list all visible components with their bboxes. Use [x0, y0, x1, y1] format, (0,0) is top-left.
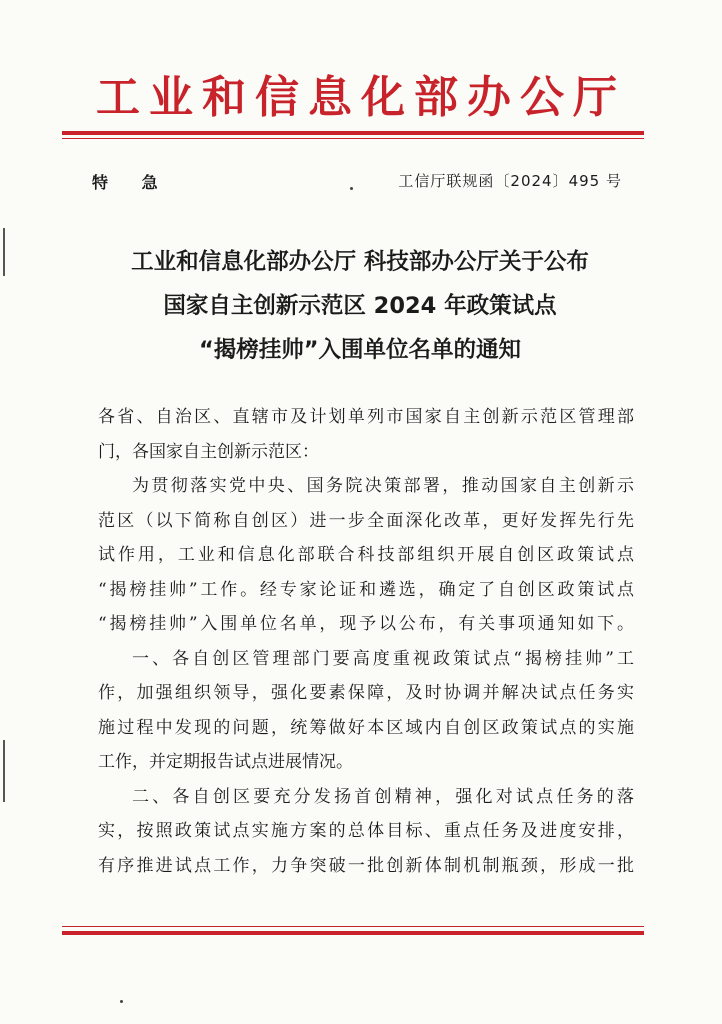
scan-edge-mark — [3, 228, 5, 276]
footer-rule-thin — [62, 926, 644, 927]
paragraph-line: 范区（以下简称自创区）进一步全面深化改革，更好发挥先行先 — [98, 510, 634, 531]
scan-speck — [350, 187, 353, 190]
paragraph-line: 为贯彻落实党中央、国务院决策部署，推动国家自主创新示 — [132, 476, 634, 496]
paragraph-line: 有序推进试点工作，力争突破一批创新体制机制瓶颈，形成一批 — [98, 855, 634, 876]
document-body — [98, 400, 634, 883]
footer-rule-thick — [62, 931, 644, 935]
scan-edge-mark — [3, 740, 5, 802]
paragraph-line: “揭榜挂帅”工作。经专家论证和遴选，确定了自创区政策试点 — [98, 579, 634, 600]
title-line: 国家自主创新示范区 2024 年政策试点 — [163, 293, 557, 319]
scan-speck — [120, 1000, 123, 1003]
title-line: 工业和信息化部办公厅 科技部办公厅关于公布 — [131, 249, 589, 275]
paragraph-line: 二、各自创区要充分发扬首创精神，强化对试点任务的落 — [132, 786, 634, 807]
paragraph-line: 一、各自创区管理部门要高度重视政策试点“揭榜挂帅”工 — [132, 648, 634, 669]
paragraph-line: “揭榜挂帅”入围单位名单，现予以公布，有关事项通知如下。 — [98, 614, 634, 634]
addressee-line: 门，各国家自主创新示范区： — [98, 441, 319, 462]
document-title — [70, 240, 650, 372]
paragraph-line: 工作，并定期报告试点进展情况。 — [98, 752, 353, 772]
addressee-line: 各省、自治区、直辖市及计划单列市国家自主创新示范区管理部 — [98, 407, 634, 427]
masthead-rule-thin — [62, 138, 644, 139]
urgency-label: 特 急 — [92, 173, 172, 192]
document-number: 工信厅联规函〔2024〕495 号 — [398, 172, 622, 190]
paragraph-line: 施过程中发现的问题，统筹做好本区域内自创区政策试点的实施 — [98, 717, 634, 738]
masthead-org-name: 工业和信息化部办公厅 — [96, 72, 626, 123]
title-line: “揭榜挂帅”入围单位名单的通知 — [198, 337, 522, 363]
paragraph-line: 试作用，工业和信息化部联合科技部组织开展自创区政策试点 — [98, 545, 634, 565]
masthead-rule-thick — [62, 131, 644, 135]
paragraph-line: 作，加强组织领导，强化要素保障，及时协调并解决试点任务实 — [98, 683, 634, 703]
paragraph-line: 实，按照政策试点实施方案的总体目标、重点任务及进度安排， — [98, 821, 634, 841]
